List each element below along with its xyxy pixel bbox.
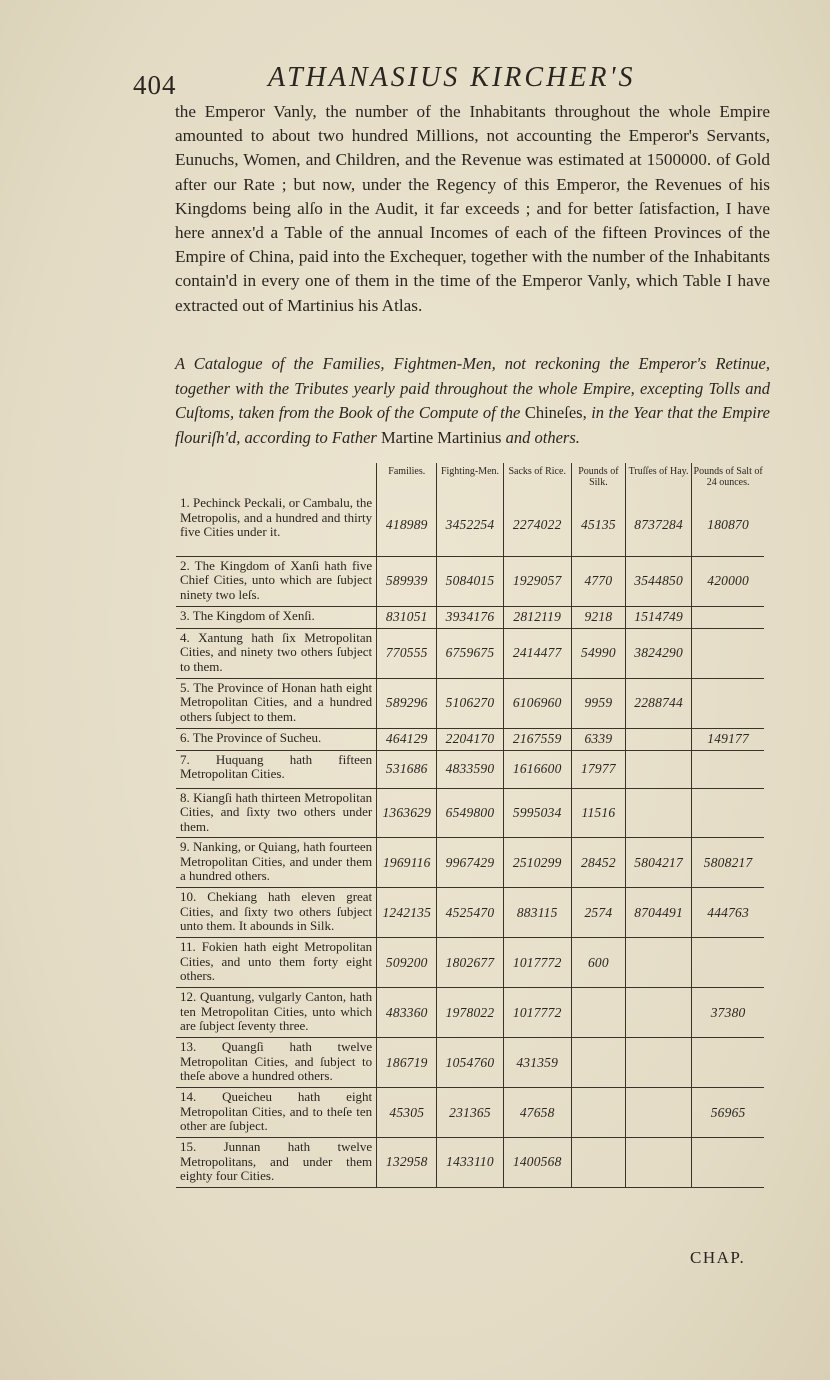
cell-hay — [625, 1038, 691, 1088]
cell-hay: 8704491 — [625, 888, 691, 938]
province-description: 2. The Kingdom of Xanſi hath five Chief Cities, unto which are ſubject ninety two leſs. — [176, 556, 377, 606]
cell-silk: 9959 — [571, 678, 625, 728]
table-header-row — [176, 463, 764, 494]
cell-fighting: 3934176 — [437, 606, 503, 628]
cell-salt: 420000 — [692, 556, 764, 606]
cell-salt: 5808217 — [692, 838, 764, 888]
cell-salt: 444763 — [692, 888, 764, 938]
table-row — [176, 678, 764, 728]
cell-hay — [625, 1088, 691, 1138]
cell-families: 1242135 — [377, 888, 437, 938]
caption-part: Martine Martinius — [380, 427, 502, 447]
cell-families: 831051 — [377, 606, 437, 628]
cell-fighting: 3452254 — [437, 494, 503, 556]
cell-hay: 2288744 — [625, 678, 691, 728]
table-row — [176, 1088, 764, 1138]
cell-rice: 2812119 — [503, 606, 571, 628]
cell-salt — [692, 788, 764, 838]
cell-hay: 5804217 — [625, 838, 691, 888]
province-description: 10. Chekiang hath eleven great Cities, and ſixty two others ſubject unto them. It abounds in Silk. — [176, 888, 377, 938]
province-description: 8. Kiangſi hath thirteen Metropolitan Cities, and ſixty two others under them. — [176, 788, 377, 838]
cell-salt — [692, 1038, 764, 1088]
cell-families: 483360 — [377, 988, 437, 1038]
cell-rice: 47658 — [503, 1088, 571, 1138]
cell-hay: 3824290 — [625, 628, 691, 678]
province-description: 14. Queicheu hath eight Metropolitan Cities, and to theſe ten other are ſubject. — [176, 1088, 377, 1138]
table-row — [176, 938, 764, 988]
cell-silk: 6339 — [571, 728, 625, 750]
cell-fighting: 1433110 — [437, 1138, 503, 1188]
cell-silk — [571, 1138, 625, 1188]
cell-hay: 3544850 — [625, 556, 691, 606]
cell-families: 186719 — [377, 1038, 437, 1088]
cell-fighting: 4833590 — [437, 750, 503, 788]
running-head: ATHANASIUS KIRCHER'S — [268, 62, 636, 93]
cell-silk: 600 — [571, 938, 625, 988]
cell-rice: 2510299 — [503, 838, 571, 888]
table-row — [176, 628, 764, 678]
cell-salt — [692, 938, 764, 988]
table-header-cell — [176, 463, 377, 494]
cell-rice: 5995034 — [503, 788, 571, 838]
caption-part: Chineſes, — [524, 403, 587, 422]
cell-salt: 56965 — [692, 1088, 764, 1138]
table-row — [176, 728, 764, 750]
cell-families: 418989 — [377, 494, 437, 556]
province-description: 3. The Kingdom of Xenſi. — [176, 606, 377, 628]
province-description: 5. The Province of Honan hath eight Metropolitan Cities, and a hundred others ſubject to them. — [176, 678, 377, 728]
cell-rice: 1616600 — [503, 750, 571, 788]
cell-families: 589296 — [377, 678, 437, 728]
cell-fighting: 6759675 — [437, 628, 503, 678]
province-description: 4. Xantung hath ſix Metropolitan Cities, and ninety two others ſubject to them. — [176, 628, 377, 678]
cell-silk: 54990 — [571, 628, 625, 678]
cell-rice: 883115 — [503, 888, 571, 938]
table-caption — [175, 352, 770, 450]
cell-hay — [625, 728, 691, 750]
table-row — [176, 750, 764, 788]
cell-fighting: 9967429 — [437, 838, 503, 888]
cell-salt — [692, 750, 764, 788]
cell-salt: 37380 — [692, 988, 764, 1038]
cell-rice: 1929057 — [503, 556, 571, 606]
cell-rice: 2414477 — [503, 628, 571, 678]
caption-part: in the Year that the Empire flouriſh'd, according to Father — [175, 403, 771, 447]
province-description: 15. Junnan hath twelve Metropolitans, and under them eighty four Cities. — [176, 1138, 377, 1188]
cell-families: 464129 — [377, 728, 437, 750]
cell-hay — [625, 938, 691, 988]
table-header-cell: Families. — [377, 463, 437, 494]
table-row — [176, 1138, 764, 1188]
cell-silk: 4770 — [571, 556, 625, 606]
table-row — [176, 888, 764, 938]
cell-silk — [571, 1088, 625, 1138]
cell-families: 1969116 — [377, 838, 437, 888]
province-description: 1. Pechinck Peckali, or Cambalu, the Metropolis, and a hundred and thirty five Cities under it. — [176, 494, 377, 556]
cell-silk: 28452 — [571, 838, 625, 888]
cell-salt — [692, 678, 764, 728]
province-description: 6. The Province of Sucheu. — [176, 728, 377, 750]
cell-fighting: 4525470 — [437, 888, 503, 938]
cell-rice: 1400568 — [503, 1138, 571, 1188]
catchword: CHAP. — [690, 1248, 746, 1267]
caption-part: and others. — [505, 427, 580, 447]
cell-hay: 1514749 — [625, 606, 691, 628]
cell-hay — [625, 788, 691, 838]
province-description: 12. Quantung, vulgarly Canton, hath ten Metropolitan Cities, unto which are ſubject ſeventy three. — [176, 988, 377, 1038]
table-header-cell: Sacks of Rice. — [503, 463, 571, 494]
cell-hay — [625, 750, 691, 788]
cell-fighting: 1978022 — [437, 988, 503, 1038]
cell-families: 132958 — [377, 1138, 437, 1188]
caption-part: A Catalogue of the Families, Fightmen-Men, not reckoning the Emperor's Retinue, together with the Tributes yearly paid throughout the whole Empire, excepting Tolls and Cuſtoms, taken from the Book of the Compute of the — [175, 354, 770, 422]
cell-rice: 6106960 — [503, 678, 571, 728]
table-row — [176, 556, 764, 606]
cell-salt: 149177 — [692, 728, 764, 750]
province-description: 13. Quangſi hath twelve Metropolitan Cities, and ſubject to theſe above a hundred others. — [176, 1038, 377, 1088]
cell-salt: 180870 — [692, 494, 764, 556]
cell-fighting: 1054760 — [437, 1038, 503, 1088]
cell-families: 531686 — [377, 750, 437, 788]
cell-hay — [625, 1138, 691, 1188]
cell-silk: 9218 — [571, 606, 625, 628]
cell-families: 45305 — [377, 1088, 437, 1138]
cell-salt — [692, 1138, 764, 1188]
cell-hay — [625, 988, 691, 1038]
table-body — [176, 494, 764, 1187]
cell-families: 589939 — [377, 556, 437, 606]
cell-rice: 431359 — [503, 1038, 571, 1088]
cell-fighting: 231365 — [437, 1088, 503, 1138]
table-header-cell: Fighting-Men. — [437, 463, 503, 494]
table-row — [176, 838, 764, 888]
table-header-cell: Truſſes of Hay. — [625, 463, 691, 494]
cell-fighting: 5106270 — [437, 678, 503, 728]
table-row — [176, 606, 764, 628]
cell-silk: 45135 — [571, 494, 625, 556]
cell-families: 1363629 — [377, 788, 437, 838]
province-description: 9. Nanking, or Quiang, hath fourteen Metropolitan Cities, and under them a hundred others. — [176, 838, 377, 888]
table-header-cell: Pounds of Salt of 24 ounces. — [692, 463, 764, 494]
province-description: 11. Fokien hath eight Metropolitan Cities, and unto them forty eight others. — [176, 938, 377, 988]
cell-fighting: 5084015 — [437, 556, 503, 606]
cell-fighting: 1802677 — [437, 938, 503, 988]
cell-fighting: 2204170 — [437, 728, 503, 750]
table-row — [176, 788, 764, 838]
cell-rice: 1017772 — [503, 988, 571, 1038]
table-row — [176, 1038, 764, 1088]
cell-rice: 2167559 — [503, 728, 571, 750]
cell-fighting: 6549800 — [437, 788, 503, 838]
body-paragraph: the Emperor Vanly, the number of the Inhabitants throughout the whole Empire amounted to about two hundred Millions, not accounting the Emperor's Servants, Eunuchs, Women, and Children, and the Revenue was estimated at 1500000. of Gold after our Rate ; but now, under the Regency of this Emperor, the Revenues of his Kingdoms being alſo in the Audit, it far exceeds ; and for better ſatisfaction, I have here annex'd a Table of the annual Incomes of each of the fifteen Provinces of the Empire of China, paid into the Exchequer, together with the number of the Inhabitants contain'd in every one of them in the time of the Emperor Vanly, which Table I have extracted out of Martinius his Atlas. — [175, 102, 770, 315]
cell-salt — [692, 606, 764, 628]
table-row — [176, 494, 764, 556]
cell-silk — [571, 1038, 625, 1088]
cell-hay: 8737284 — [625, 494, 691, 556]
provinces-table — [176, 463, 764, 1188]
cell-families: 509200 — [377, 938, 437, 988]
cell-rice: 2274022 — [503, 494, 571, 556]
cell-silk: 11516 — [571, 788, 625, 838]
cell-silk — [571, 988, 625, 1038]
table-row — [176, 988, 764, 1038]
page-number: 404 — [133, 70, 177, 100]
cell-rice: 1017772 — [503, 938, 571, 988]
cell-silk: 2574 — [571, 888, 625, 938]
cell-silk: 17977 — [571, 750, 625, 788]
table-header-cell: Pounds of Silk. — [571, 463, 625, 494]
province-description: 7. Huquang hath fifteen Metropolitan Cities. — [176, 750, 377, 788]
cell-salt — [692, 628, 764, 678]
cell-families: 770555 — [377, 628, 437, 678]
